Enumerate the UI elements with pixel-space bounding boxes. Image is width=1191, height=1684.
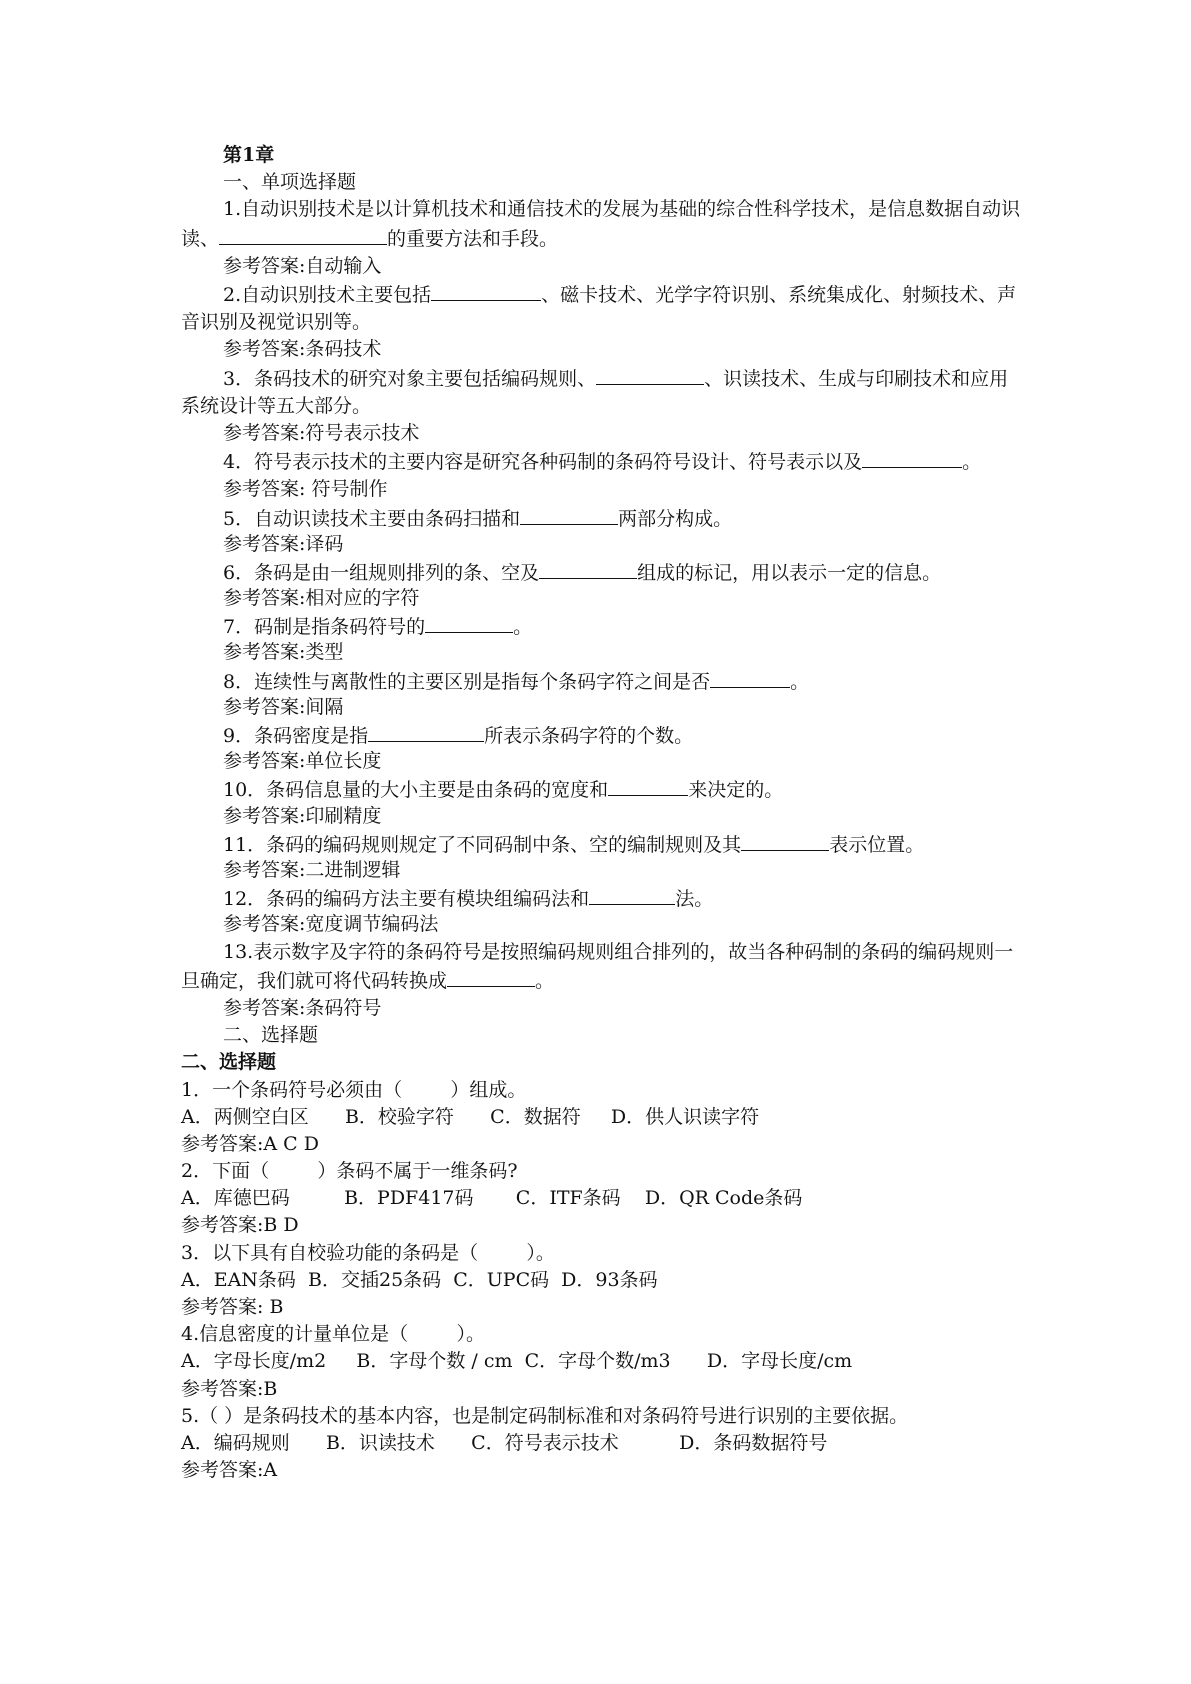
question-text: 8．连续性与离散性的主要区别是指每个条码字符之间是否 bbox=[223, 670, 711, 693]
answer-line: 参考答案:相对应的字符 bbox=[223, 587, 420, 610]
answer-blank bbox=[589, 884, 675, 905]
choice-question-3: 3．以下具有自校验功能的条码是（ ）。 bbox=[181, 1241, 555, 1264]
question-text: 10．条码信息量的大小主要是由条码的宽度和 bbox=[223, 779, 609, 802]
answer-blank bbox=[608, 775, 688, 796]
answer-line: 参考答案:译码 bbox=[223, 532, 344, 555]
answer-line: 参考答案:二进制逻辑 bbox=[223, 858, 401, 881]
answer-line: 参考答案:印刷精度 bbox=[223, 804, 382, 827]
answer-blank bbox=[596, 364, 704, 385]
answer-blank bbox=[539, 558, 637, 579]
answer-line: 参考答案:自动输入 bbox=[223, 254, 382, 277]
answer-line: 参考答案:类型 bbox=[223, 641, 344, 664]
question-text: 2.自动识别技术主要包括 bbox=[223, 283, 432, 306]
answer-line: 参考答案:符号表示技术 bbox=[223, 421, 420, 444]
question-text: 组成的标记，用以表示一定的信息。 bbox=[637, 561, 942, 584]
answer-blank bbox=[447, 966, 535, 987]
question-text: 所表示条码字符的个数。 bbox=[484, 725, 694, 748]
answer-blank bbox=[710, 667, 790, 688]
answer-line: 参考答案:单位长度 bbox=[223, 750, 382, 773]
question-text: 来决定的。 bbox=[688, 779, 784, 802]
document-page bbox=[181, 142, 1021, 1484]
answer-blank bbox=[431, 280, 541, 301]
question-text: 3．条码技术的研究对象主要包括编码规则、 bbox=[223, 367, 597, 390]
section1-heading: 一、单项选择题 bbox=[223, 171, 357, 194]
question-text: 法。 bbox=[675, 888, 714, 911]
answer-blank bbox=[425, 612, 513, 633]
answer-line: 参考答案:A bbox=[181, 1459, 278, 1482]
fill-question-13 bbox=[181, 939, 1021, 995]
answer-blank bbox=[741, 830, 829, 851]
choice-question-4: 4.信息密度的计量单位是（ ）。 bbox=[181, 1323, 485, 1346]
answer-blank bbox=[862, 447, 962, 468]
answer-line: 参考答案:宽度调节编码法 bbox=[223, 913, 439, 936]
section2-heading: 二、选择题 bbox=[181, 1051, 277, 1074]
question-text: 4．符号表示技术的主要内容是研究各种码制的条码符号设计、符号表示以及 bbox=[223, 451, 863, 474]
fill-question-10 bbox=[181, 775, 1021, 802]
fill-question-6 bbox=[181, 558, 1021, 585]
answer-line: 参考答案:条码符号 bbox=[223, 996, 382, 1019]
question-text: 9．条码密度是指 bbox=[223, 725, 369, 748]
question-text: 13.表示数字及字符的条码符号是按照编码规则组合排列的，故当各种码制的条码的编码规则一旦确定，我们就可将代码转换成 bbox=[181, 940, 1014, 992]
question-text: 11．条码的编码规则规定了不同码制中条、空的编制规则及其 bbox=[223, 833, 742, 856]
answer-line: 参考答案:A C D bbox=[181, 1132, 319, 1155]
answer-line: 参考答案:B D bbox=[181, 1214, 299, 1237]
fill-question-5 bbox=[181, 504, 1021, 531]
question-text: 两部分构成。 bbox=[618, 507, 733, 530]
question-text: 、识读技术、生成与印刷技术和应用系统设计等五大部分。 bbox=[181, 367, 1009, 417]
section2-heading-indented: 二、选择题 bbox=[223, 1024, 319, 1047]
fill-question-7 bbox=[181, 612, 1021, 639]
choice-options-3: A．EAN条码 B．交插25条码 C．UPC码 D．93条码 bbox=[181, 1268, 658, 1291]
question-text: 。 bbox=[535, 969, 555, 992]
question-text: 。 bbox=[513, 616, 533, 639]
question-text: 表示位置。 bbox=[829, 833, 925, 856]
choice-options-5: A．编码规则 B．识读技术 C．符号表示技术 D．条码数据符号 bbox=[181, 1431, 828, 1454]
answer-line: 参考答案: 符号制作 bbox=[223, 478, 388, 501]
fill-question-8 bbox=[181, 667, 1021, 694]
choice-question-1: 1．一个条码符号必须由（ ）组成。 bbox=[181, 1078, 527, 1101]
question-text: 5．自动识读技术主要由条码扫描和 bbox=[223, 507, 521, 530]
fill-question-4 bbox=[181, 447, 1021, 476]
fill-question-9 bbox=[181, 721, 1021, 748]
question-text: 。 bbox=[962, 451, 982, 474]
choice-options-1: A．两侧空白区 B．校验字符 C．数据符 D．供人识读字符 bbox=[181, 1105, 760, 1128]
chapter-title: 第1章 bbox=[223, 144, 275, 166]
fill-question-3 bbox=[181, 364, 1021, 420]
fill-question-2 bbox=[181, 280, 1021, 336]
choice-question-2: 2．下面（ ）条码不属于一维条码? bbox=[181, 1160, 518, 1183]
answer-blank bbox=[520, 504, 618, 525]
answer-line: 参考答案:条码技术 bbox=[223, 338, 382, 361]
choice-question-5: 5.（ ）是条码技术的基本内容，也是制定码制标准和对条码符号进行识别的主要依据。 bbox=[181, 1404, 909, 1427]
question-text: 的重要方法和手段。 bbox=[387, 227, 559, 250]
fill-question-1 bbox=[181, 196, 1021, 252]
question-text: 7．码制是指条码符号的 bbox=[223, 616, 426, 639]
question-text: 、磁卡技术、光学字符识别、系统集成化、射频技术、声音识别及视觉识别等。 bbox=[181, 283, 1017, 334]
choice-options-4: A．字母长度/m2 B．字母个数 / cm C．字母个数/m3 D．字母长度/cm bbox=[181, 1350, 853, 1373]
fill-question-11 bbox=[181, 830, 1021, 857]
question-text: 1.自动识别技术是以计算机技术和通信技术的发展为基础的综合性科学技术，是信息数据自动识读、 bbox=[181, 198, 1021, 250]
fill-question-12 bbox=[181, 884, 1021, 911]
choice-options-2: A．库德巴码 B．PDF417码 C．ITF条码 D．QR Code条码 bbox=[181, 1187, 803, 1210]
answer-blank bbox=[368, 721, 484, 742]
answer-line: 参考答案: B bbox=[181, 1296, 284, 1319]
question-text: 6．条码是由一组规则排列的条、空及 bbox=[223, 561, 540, 584]
question-text: 12．条码的编码方法主要有模块组编码法和 bbox=[223, 888, 590, 911]
answer-line: 参考答案:间隔 bbox=[223, 695, 344, 718]
question-text: 。 bbox=[790, 670, 810, 693]
answer-line: 参考答案:B bbox=[181, 1377, 278, 1400]
answer-blank bbox=[219, 224, 387, 245]
